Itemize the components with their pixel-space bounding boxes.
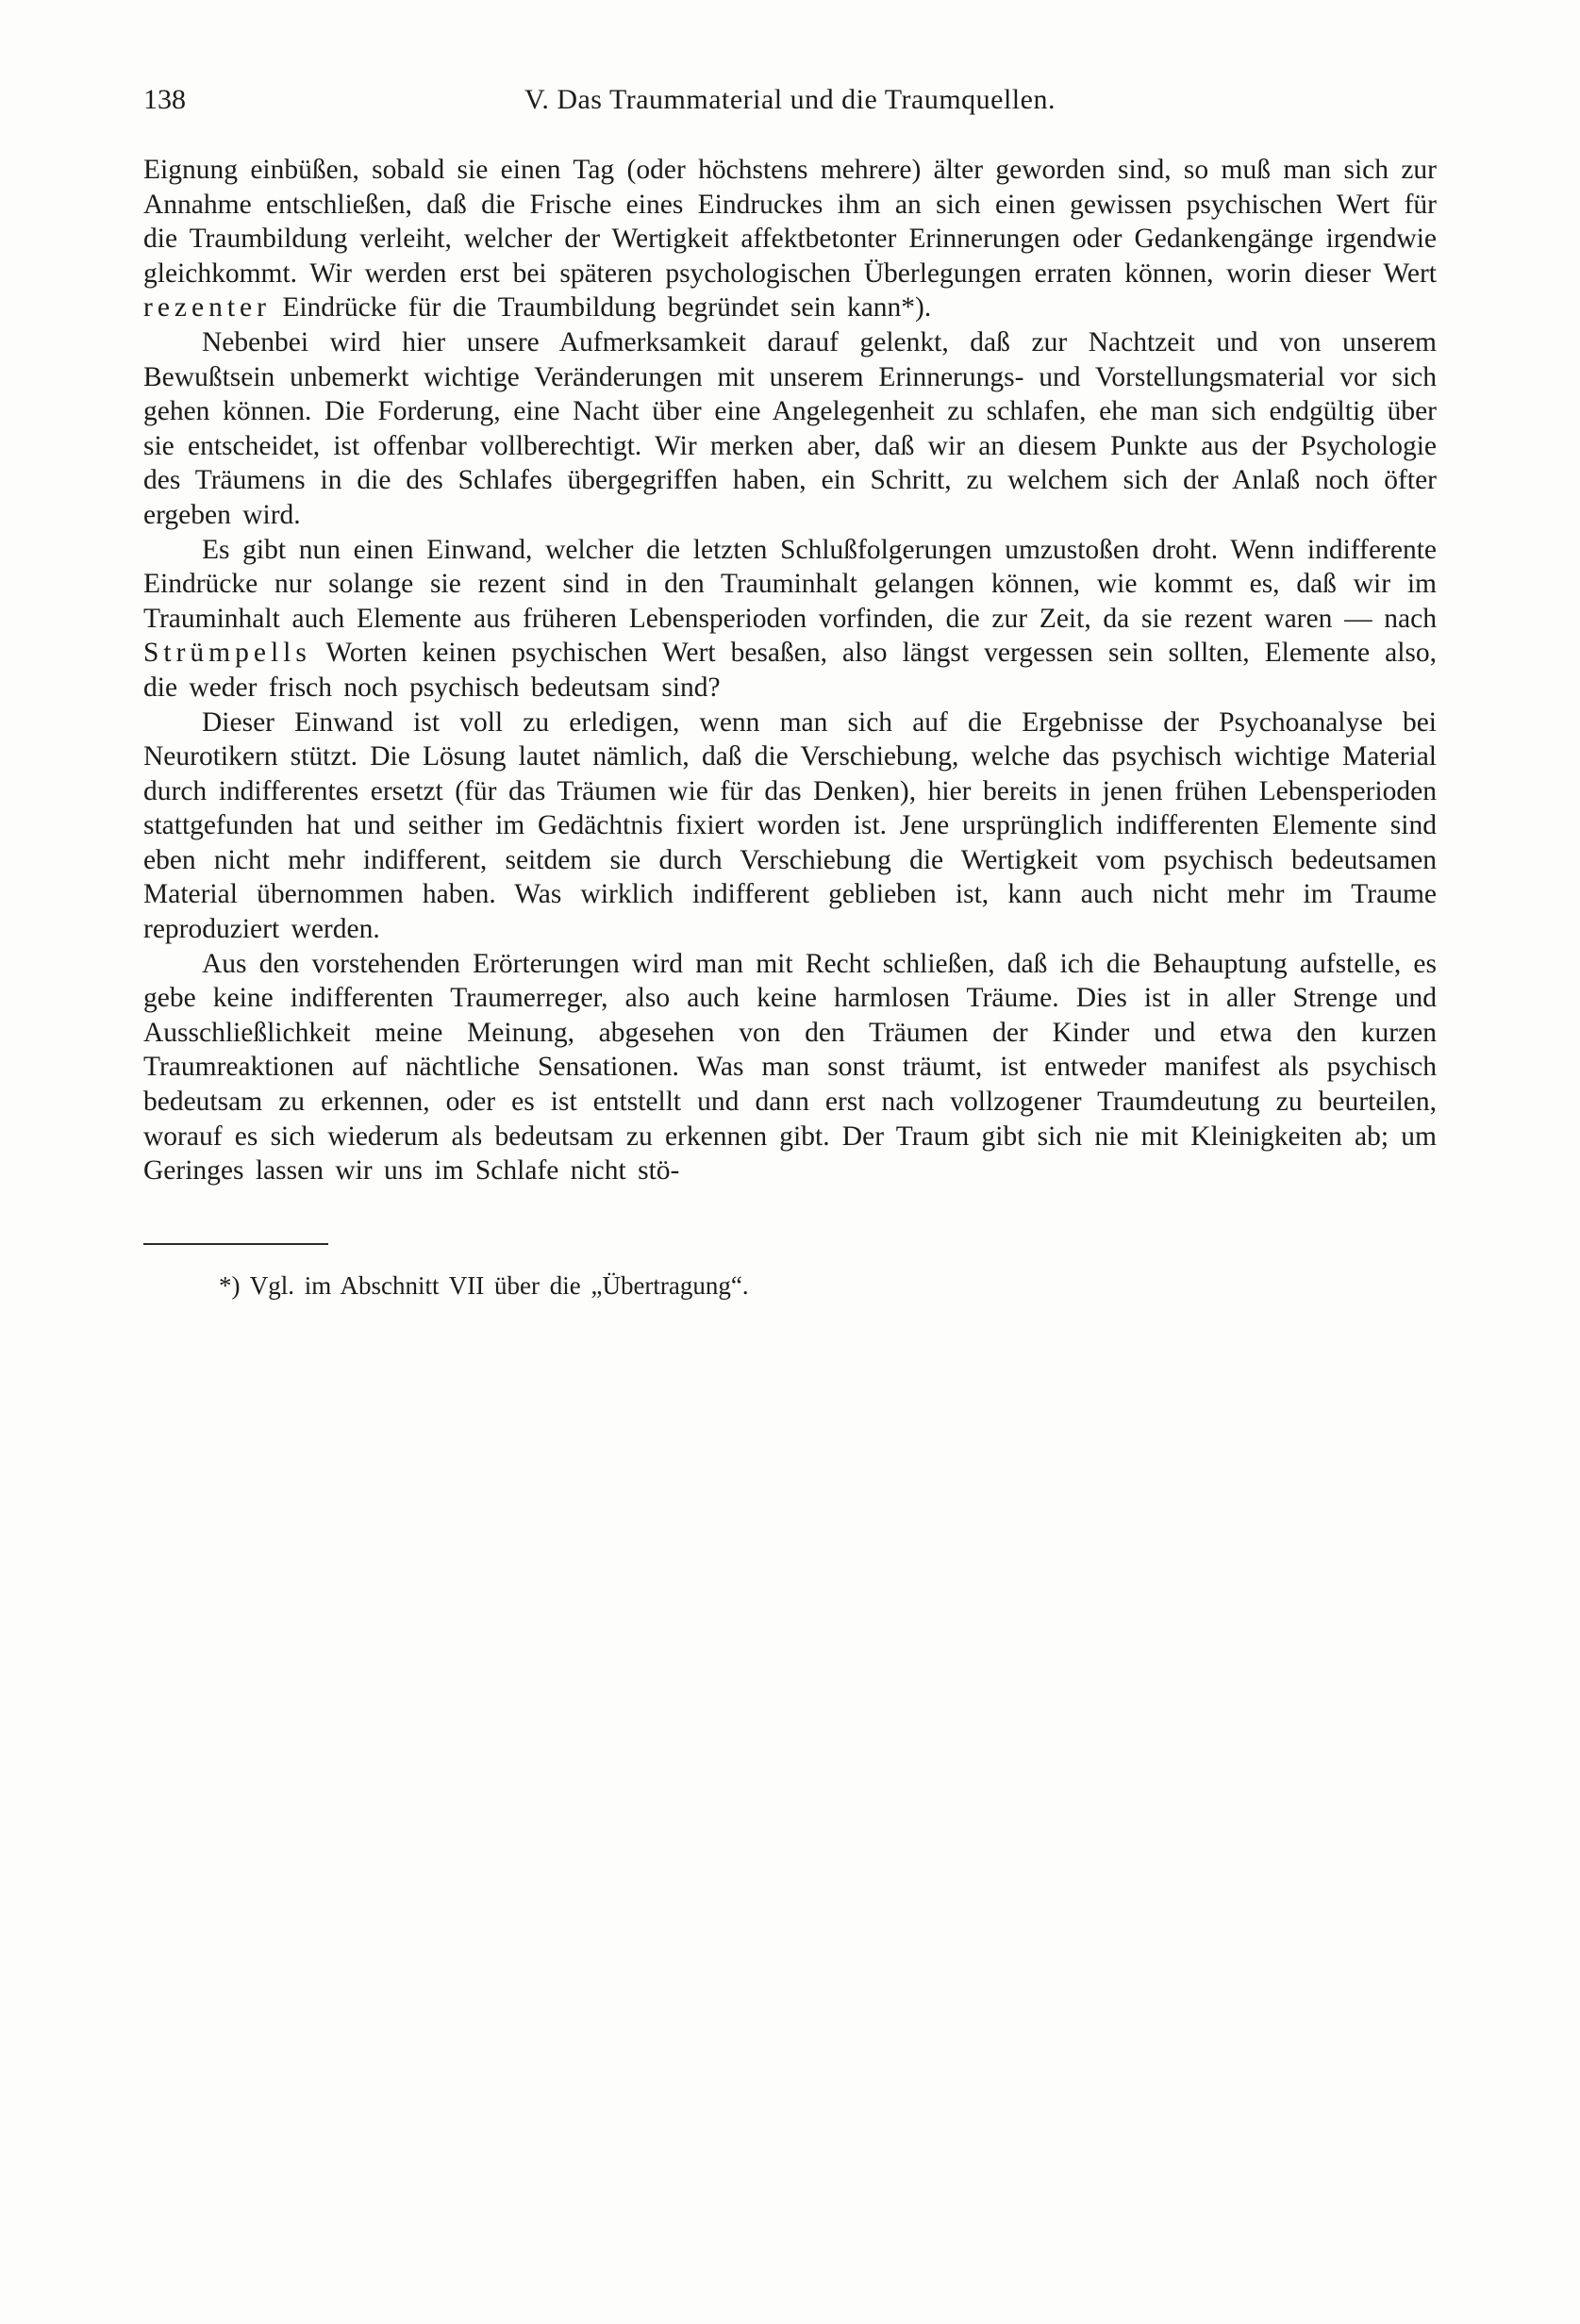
paragraph: Es gibt nun einen Einwand, welcher die letzten Schlußfolgerungen umzustoßen droht. Wenn indifferente Eindrücke nur solange sie rezent sind in den Trauminhalt gelangen können, wie kommt es, daß wir im Trauminhalt auch Elemente aus früheren Lebensperioden vorfinden, die zur Zeit, da sie rezent waren — nach Strümpells Worten keinen psychischen Wert besaßen, also längst vergessen sein sollten, Elemente also, die weder frisch noch psychisch bedeutsam sind?: [143, 534, 1437, 703]
footnote-separator: [143, 1243, 328, 1245]
body-text: [143, 153, 1437, 1188]
chapter-title: V. Das Traummaterial und die Traumquellen.: [524, 84, 1056, 115]
letterspaced-text: rezenter: [143, 292, 271, 324]
paragraph: Aus den vorstehenden Erörterungen wird man mit Recht schließen, daß ich die Behauptung aufstelle, es gebe keine indifferenten Traumerreger, also auch keine harmlosen Träume. Dies ist in aller Strenge und Ausschließlichkeit meine Meinung, abgesehen von den Träumen der Kinder und etwa den kurzen Traumreaktionen auf nächtliche Sensationen. Was man sonst träumt, ist entweder manifest als psychisch bedeutsam zu erkennen, oder es ist entstellt und dann erst nach vollzogener Traumdeutung zu beurteilen, worauf es sich wiederum als bedeutsam zu erkennen gibt. Der Traum gibt sich nie mit Kleinigkeiten ab; um Geringes lassen wir uns im Schlafe nicht stö-: [143, 948, 1437, 1187]
paragraph: Nebenbei wird hier unsere Aufmerksamkeit darauf gelenkt, daß zur Nachtzeit und von unserem Bewußtsein unbemerkt wichtige Veränderungen mit unserem Erinnerungs- und Vorstellungsmaterial vor sich gehen können. Die Forderung, eine Nacht über eine Angelegenheit zu schlafen, ehe man sich endgültig über sie entscheidet, ist offenbar vollberechtigt. Wir merken aber, daß wir an diesem Punkte aus der Psychologie des Träumens in die des Schlafes übergegriffen haben, ein Schritt, zu welchem sich der Anlaß noch öfter ergeben wird.: [143, 326, 1437, 530]
footnote-area: [143, 1243, 1437, 1302]
footnote-text: *) Vgl. im Abschnitt VII über die „Übertragung“.: [219, 1270, 749, 1300]
paragraph: Eignung einbüßen, sobald sie einen Tag (oder höchstens mehrere) älter geworden sind, so muß man sich zur Annahme entschließen, daß die Frische eines Eindruckes ihm an sich einen gewissen psychischen Wert für die Traumbildung verleiht, welcher der Wertigkeit affektbetonter Erinnerungen oder Gedankengänge irgendwie gleichkommt. Wir werden erst bei späteren psychologischen Überlegungen erraten können, worin dieser Wert rezenter Eindrücke für die Traumbildung begründet sein kann*).: [143, 155, 1437, 324]
page-number: 138: [143, 84, 186, 115]
page-header: [143, 81, 1437, 123]
paragraph: Dieser Einwand ist voll zu erledigen, wenn man sich auf die Ergebnisse der Psychoanalyse bei Neurotikern stützt. Die Lösung lautet nämlich, daß die Verschiebung, welche das psychisch wichtige Material durch indifferentes ersetzt (für das Träumen wie für das Denken), hier bereits in jenen frühen Lebensperioden stattgefunden hat und seither im Gedächtnis fixiert worden ist. Jene ursprünglich indifferenten Elemente sind eben nicht mehr indifferent, seitdem sie durch Verschiebung die Wertigkeit vom psychisch bedeutsamen Material übernommen haben. Was wirklich indifferent geblieben ist, kann auch nicht mehr im Traume reproduziert werden.: [143, 706, 1437, 945]
letterspaced-text: Strümpells: [143, 638, 311, 669]
